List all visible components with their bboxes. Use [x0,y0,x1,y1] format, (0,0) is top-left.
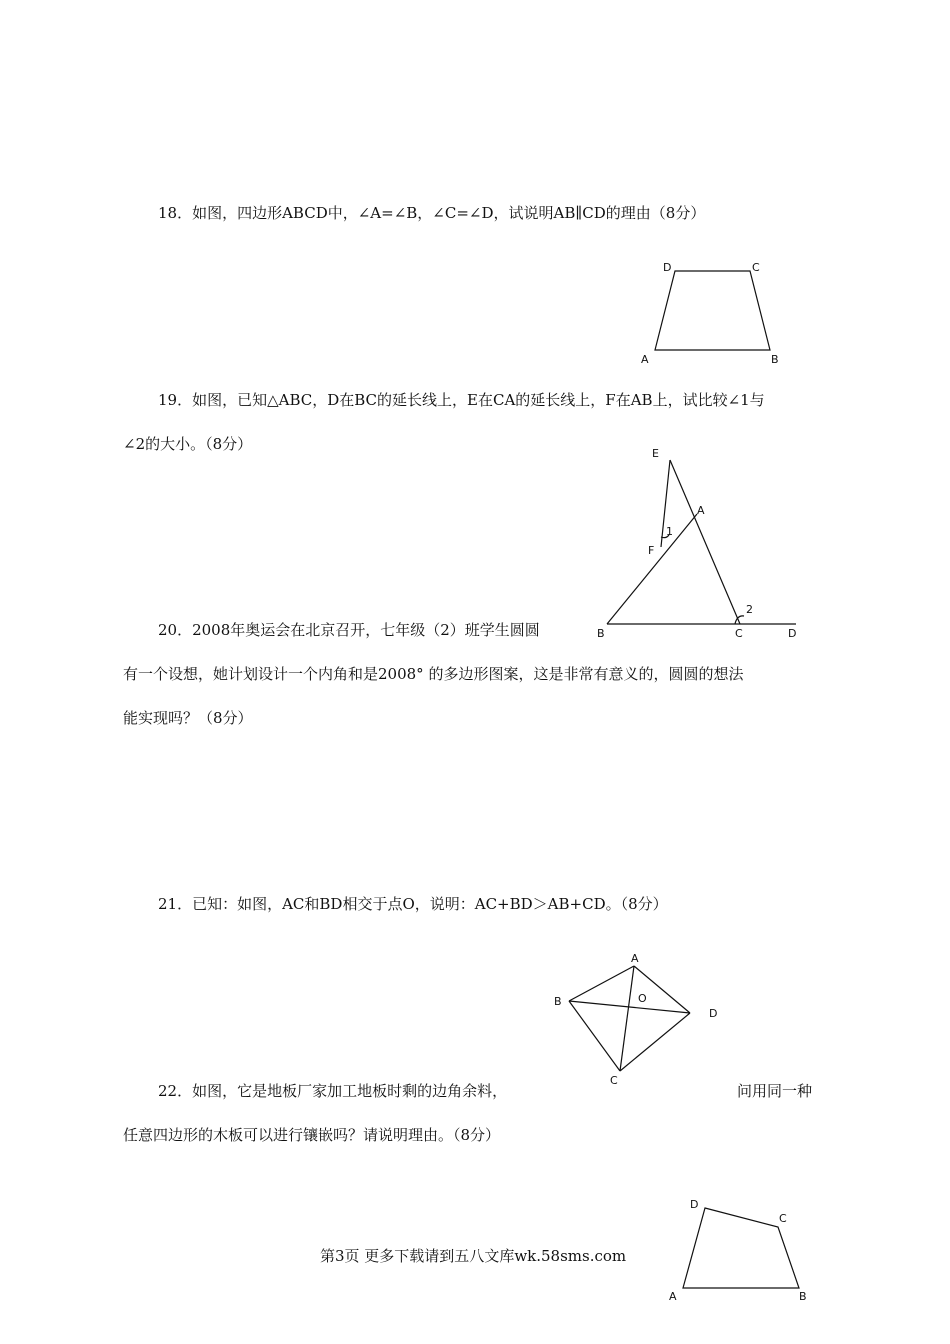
label-o: O [638,992,647,1005]
figure-19-triangle [590,442,810,642]
diagonal-ac [620,966,634,1071]
q19-text-line1: 19．如图，已知△ABC，D在BC的延长线上，E在CA的延长线上，F在AB上，试比较∠1与 [158,391,765,409]
label-b: B [799,1290,807,1303]
label-a: A [697,504,705,517]
label-c: C [735,627,743,640]
label-e: E [652,447,659,460]
label-a: A [631,952,639,965]
figure-21-quadrilateral [550,950,730,1090]
line-da [634,966,690,1013]
label-d: D [663,261,672,274]
q22-text-line1b: 问用同一种 [737,1082,813,1100]
page-footer: 第3页 更多下载请到五八文库wk.58sms.com [320,1247,627,1265]
label-a: A [641,353,649,366]
q20-text-line2: 有一个设想，她计划设计一个内角和是2008° 的多边形图案，这是非常有意义的，圆圆的想法 [123,665,744,683]
q20-text-line1: 20．2008年奥运会在北京召开，七年级（2）班学生圆圆 [158,621,540,639]
label-f: F [648,544,655,557]
label-d: D [788,627,797,640]
line-ba [607,514,697,624]
q19-text-line2: ∠2的大小。（8分） [123,435,253,453]
line-ec [670,460,740,624]
label-c: C [779,1212,787,1225]
q20-text-line3: 能实现吗？（8分） [123,709,253,727]
label-b: B [597,627,605,640]
line-ab [569,966,634,1001]
label-a: A [669,1290,677,1303]
quadrilateral-abcd [655,271,770,350]
label-d: D [709,1007,718,1020]
label-c: C [610,1074,618,1087]
line-bc [569,1001,620,1071]
label-d: D [690,1198,699,1211]
figure-18-quadrilateral [635,258,795,368]
q22-text-line2: 任意四边形的木板可以进行镶嵌吗？请说明理由。（8分） [123,1126,501,1144]
q18-text: 18．如图，四边形ABCD中，∠A=∠B，∠C=∠D，试说明AB∥CD的理由（8分） [158,204,706,222]
figure-22-quadrilateral [660,1192,830,1312]
q21-text: 21．已知：如图，AC和BD相交于点O，说明：AC+BD＞AB+CD。（8分） [158,895,668,913]
label-c: C [752,261,760,274]
label-b: B [554,995,562,1008]
line-cd [620,1013,690,1071]
label-angle-2: 2 [746,603,753,616]
label-angle-1: 1 [666,525,673,538]
label-b: B [771,353,779,366]
q22-text-line1a: 22．如图，它是地板厂家加工地板时剩的边角余料， [158,1082,508,1100]
